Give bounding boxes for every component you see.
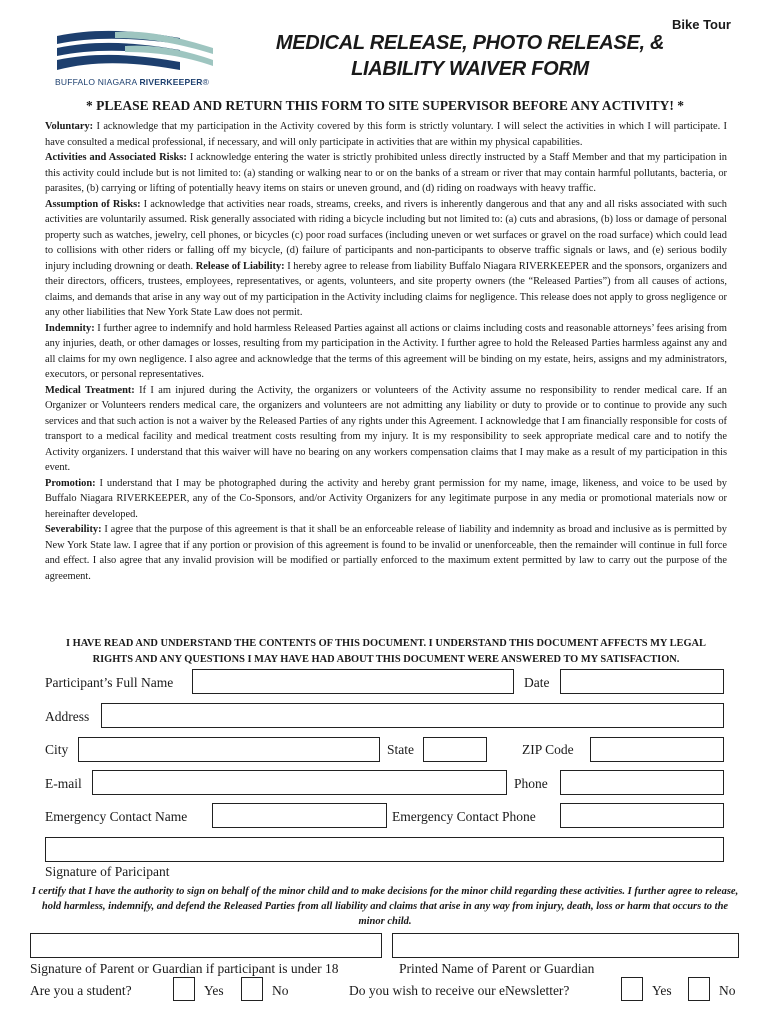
newsletter-question: Do you wish to receive our eNewsletter? [349,983,570,998]
city-label: City [45,742,69,757]
emergency-name-label: Emergency Contact Name [45,809,188,824]
guardian-certification: I certify that I have the authority to sign on behalf of the minor child and to make decisions for the minor child regarding these activities. I further agree to release, hold harmless, indemnify, and defend the Released Parties from all liability and claims that arise in any way from injury, death, loss or harm that occurs to the minor child. [31,886,739,927]
newsletter-no-label: No [719,983,736,998]
guardian-signature-field[interactable] [30,933,382,958]
zip-label: ZIP Code [522,742,574,757]
promotion-section: Promotion: I understand that I may be photographed during the activity and hereby grant permission for my name, image, likeness, and voice to be used by Buffalo Niagara RIVERKEEPER, any of the Co-Sponsors, and/or Activity Organizers for any legitimate purpose in any media or promotional materials now or hereinafter developed. [45,477,727,520]
participant-signature-label: Signature of Paricipant [45,864,170,879]
student-no-checkbox[interactable] [241,977,263,1001]
newsletter-yes-checkbox[interactable] [621,977,643,1001]
address-field[interactable] [101,703,724,728]
voluntary-section: Voluntary: I acknowledge that my participation in the Activity covered by this form is strictly voluntary. I will select the activities in which I will participate. I have consulted a medical professional, if necessary, and will only participate in activities that are within my physical capabilities. [45,121,727,148]
form-title: MEDICAL RELEASE, PHOTO RELEASE, & LIABILITY WAIVER FORM [275,32,665,80]
emergency-phone-label: Emergency Contact Phone [392,809,536,824]
event-tag: Bike Tour [672,17,731,32]
date-field[interactable] [560,669,724,694]
student-yes-label: Yes [204,983,224,998]
severability-section: Severability: I agree that the purpose of this agreement is that it shall be an enforceable release of liability and indemnity as broad and inclusive as is permitted by New York State law. I agree that if any portion or provision of this agreement is found to be invalid or unenforceable, then the remainder will continue in full force and effect. I also agree that any invalid provision will be modified or partially enforced to the maximum extent permitted by law to carry out the purpose of the agreement. [45,524,727,582]
emergency-phone-field[interactable] [560,803,724,828]
phone-label: Phone [514,776,548,791]
full-name-field[interactable] [192,669,514,694]
state-label: State [387,742,414,757]
newsletter-yes-label: Yes [652,983,672,998]
participant-signature-field[interactable] [45,837,724,862]
state-field[interactable] [423,737,487,762]
guardian-signature-label: Signature of Parent or Guardian if participant is under 18 [30,961,339,976]
city-field[interactable] [78,737,380,762]
phone-field[interactable] [560,770,724,795]
address-label: Address [45,709,90,724]
activities-section: Activities and Associated Risks: I acknowledge entering the water is strictly prohibited unless directly instructed by a Staff Member and that my participation in this activity could include but is not limited to: (a) standing or walking near to or on the banks of a stream or river that may contain harmful pollutants, bacteria, or parasites, (b) carrying or lifting of potentially heavy items on stairs or uneven ground, and (d) riding on roadways with heavy traffic. [45,152,727,194]
emergency-name-field[interactable] [212,803,387,828]
indemnity-section: Indemnity: I further agree to indemnify and hold harmless Released Parties against all actions or claims including costs and reasonable attorneys’ fees arising from any injuries, death, or other damages or losses, resulting from my participation in the Activity. I further agree to hold the Released Parties harmless against any and all claims for my own negligence. I also agree and acknowledge that the terms of this agreement will be binding on my estate, heirs, assigns and my administrators, executors, or personal representatives. [45,322,727,380]
email-field[interactable] [92,770,507,795]
assumption-section: Assumption of Risks: I acknowledge that activities near roads, streams, creeks, and rivers is inherently dangerous and that any and all risks associated with such activities are voluntarily assumed. Risk generally associated with riding a bicycle including but not limited to: (a) cuts and abrasions, (b) loss or damage of personal property such as watches, jewelry, cell phones, or bicycles (c) poor road surfaces (including uneven or wet surfaces or gravel on the road surface) which could lead to collisions with other riders or falling off my bicycle, (d) failure of participants and non-participants to observe traffic signals or laws, and (e) serious bodily injury including drowning or death. Release of Liability: I hereby agree to release from liability Buffalo Niagara RIVERKEEPER and the sponsors, organizers and their directors, officers, trustees, employees, representatives, or agents, volunteers, and site property owners (the “Released Parties”) from all causes of actions, claims, and demands that arise in any way out of my participation in the Activity including claims for negligence. This release does not apply to gross negligence or any other liabilities that New York State Law does not permit. [45,198,727,318]
acknowledgement: I HAVE READ AND UNDERSTAND THE CONTENTS OF THIS DOCUMENT. I UNDERSTAND THIS DOCUMENT AFFECTS MY LEGAL RIGHTS AND ANY QUESTIONS I MAY HAVE HAD ABOUT THIS DOCUMENT WERE ANSWERED TO MY SATISFACTION. [66,638,706,665]
wave-logo-icon [55,28,215,76]
date-label: Date [524,675,550,690]
logo-wordmark: BUFFALO NIAGARA RIVERKEEPER® [55,77,210,87]
waiver-body [45,119,727,584]
guardian-name-field[interactable] [392,933,739,958]
student-no-label: No [272,983,289,998]
newsletter-no-checkbox[interactable] [688,977,710,1001]
notice-banner: * PLEASE READ AND RETURN THIS FORM TO SITE SUPERVISOR BEFORE ANY ACTIVITY! * [85,98,685,113]
guardian-name-label: Printed Name of Parent or Guardian [399,961,595,976]
medical-section: Medical Treatment: If I am injured during the Activity, the organizers or volunteers of the Activity assume no responsibility to render medical care. If an Organizer or Volunteers renders medical care, the organizers and volunteers are not admitting any liability or duty to provide or to continue to provide any such services and that such action is not a waiver by the Released Parties of any rights under this Agreement. I acknowledge that I am financially responsible for costs of transport to a medical facility and medical treatment costs resulting from my injury. It is my responsibility to seek appropriate medical care and to notify the Activity organizers. I understand that this waiver will have no bearing on any workers compensation claims that I may make as a result of my participation in this event. [45,384,727,473]
student-question: Are you a student? [30,983,132,998]
full-name-label: Participant’s Full Name [45,675,174,690]
student-yes-checkbox[interactable] [173,977,195,1001]
zip-field[interactable] [590,737,724,762]
email-label: E-mail [45,776,82,791]
